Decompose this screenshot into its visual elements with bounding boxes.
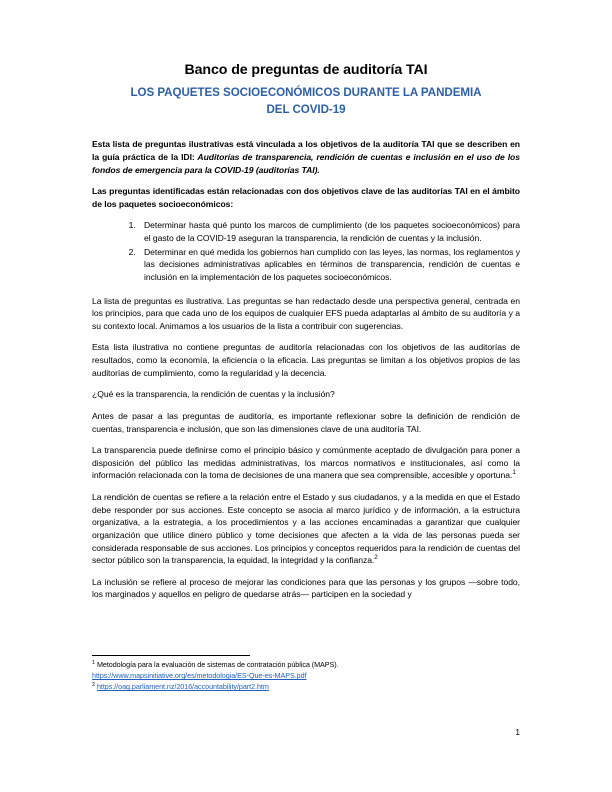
footnote-1-link[interactable]: https://www.mapsinitiative.org/es/metodologia/ES-Que-es-MAPS.pdf bbox=[92, 671, 307, 681]
footnote-1-text: Metodología para la evaluación de sistemas de contratación pública (MAPS). bbox=[96, 660, 339, 669]
footnote-separator-rule bbox=[92, 655, 250, 656]
before-definitions-paragraph: Antes de pasar a las preguntas de auditoría, es importante reflexionar sobre la definición de rendición de cuentas, transparencia e inclusión, que son las dimensiones clave de una auditoría TAI. bbox=[92, 410, 520, 434]
document-content bbox=[92, 62, 520, 610]
transparency-paragraph bbox=[92, 444, 520, 482]
list-item: 2. Determinar en qué medida los gobiernos han cumplido con las leyes, las normas, los reglamentos y las decisiones administrativas aplicables en términos de transparencia, rendición de cuentas e inclusión en la implementación de los paquetes socioeconómicos. bbox=[138, 246, 520, 284]
not-included-paragraph: Esta lista ilustrativa no contiene preguntas de auditoría relacionadas con los objetivos de las auditorías de resultados, como la economía, la eficiencia o la eficacia. Las preguntas se limitan a los objetivos propios de las auditorías de cumplimiento, como la regularidad y la decencia. bbox=[92, 342, 520, 378]
footnote-1 bbox=[92, 660, 520, 670]
intro-italic-title: Auditorías de transparencia, rendición de cuentas e inclusión en el uso de los fondos de emergencia para la COVID-19 (auditorías TAI). bbox=[92, 151, 520, 175]
footnote-ref-1[interactable]: 1 bbox=[512, 469, 516, 477]
transparency-text: La transparencia puede definirse como el principio básico y comúnmente aceptado de divulgación para poner a disposición del público las medidas administrativas, los marcos normativos e institucionales, así como la información relacionada con la toma de decisiones de una manera que sea comprensible, accesible y oportuna. bbox=[92, 445, 520, 481]
page-number: 1 bbox=[515, 727, 520, 737]
intro-paragraph bbox=[92, 138, 520, 176]
footnote-ref-2[interactable]: 2 bbox=[374, 554, 378, 562]
footnote-1-marker: 1 bbox=[92, 659, 95, 666]
objectives-lead-paragraph: Las preguntas identificadas están relacionadas con dos objetivos clave de las auditorías TAI en el ámbito de los paquetes socioeconómicos: bbox=[92, 186, 520, 209]
page-subtitle bbox=[92, 85, 520, 119]
accountability-paragraph bbox=[92, 491, 520, 567]
objectives-list bbox=[92, 219, 520, 283]
accountability-text: La rendición de cuentas se refiere a la relación entre el Estado y sus ciudadanos, y a la medida en que el Estado debe responder por sus acciones. Este concepto se asocia al marco jurídico y de información, a la estructura organizativa, a la estrategia, a los procedimientos y a las acciones encaminadas a garantizar que cualquier organización que utilice dinero público y tome decisiones que afecten a la vida de las personas pueda ser considerada responsable de sus acciones. Los principios y conceptos requeridos para la rendición de cuentas del sector público son la transparencia, la equidad, la integridad y la confianza. bbox=[92, 492, 520, 566]
page-subtitle-line2: DEL COVID-19 bbox=[266, 102, 346, 116]
list-item: 1. Determinar hasta qué punto los marcos de cumplimiento (de los paquetes socioeconómicos) para el gasto de la COVID-19 aseguran la transparencia, la rendición de cuentas y la inclusión. bbox=[138, 219, 520, 244]
footnote-2-link[interactable]: https://oag.parliament.nz/2016/accountability/part2.htm bbox=[96, 682, 269, 692]
footnote-1-link-line bbox=[92, 671, 520, 681]
footnote-section bbox=[92, 655, 520, 694]
intro-bold-lead: Esta lista de preguntas ilustrativas está vinculada a los objetivos de la auditoría TAI que se describen en la guía práctica de la IDI: bbox=[92, 139, 520, 162]
illustrative-paragraph: La lista de preguntas es ilustrativa. Las preguntas se han redactado desde una perspectiva general, centrada en los principios, para que cada uno de los equipos de cualquier EFS pueda adaptarlas al ámbito de su auditoría y a su contexto local. Animamos a los usuarios de la lista a contribuir con sugerencias. bbox=[92, 295, 520, 331]
page-title: Banco de preguntas de auditoría TAI bbox=[184, 62, 428, 78]
footnote-2 bbox=[92, 682, 520, 692]
page-subtitle-line1: LOS PAQUETES SOCIOECONÓMICOS DURANTE LA PANDEMIA bbox=[130, 85, 482, 99]
inclusion-paragraph: La inclusión se refiere al proceso de mejorar las condiciones para que las personas y los grupos —sobre todo, los marginados y aquellos en peligro de quedarse atrás— participen en la sociedad y bbox=[92, 576, 520, 600]
section-heading-question: ¿Qué es la transparencia, la rendición de cuentas y la inclusión? bbox=[92, 389, 335, 400]
footnote-2-marker: 2 bbox=[92, 682, 95, 689]
